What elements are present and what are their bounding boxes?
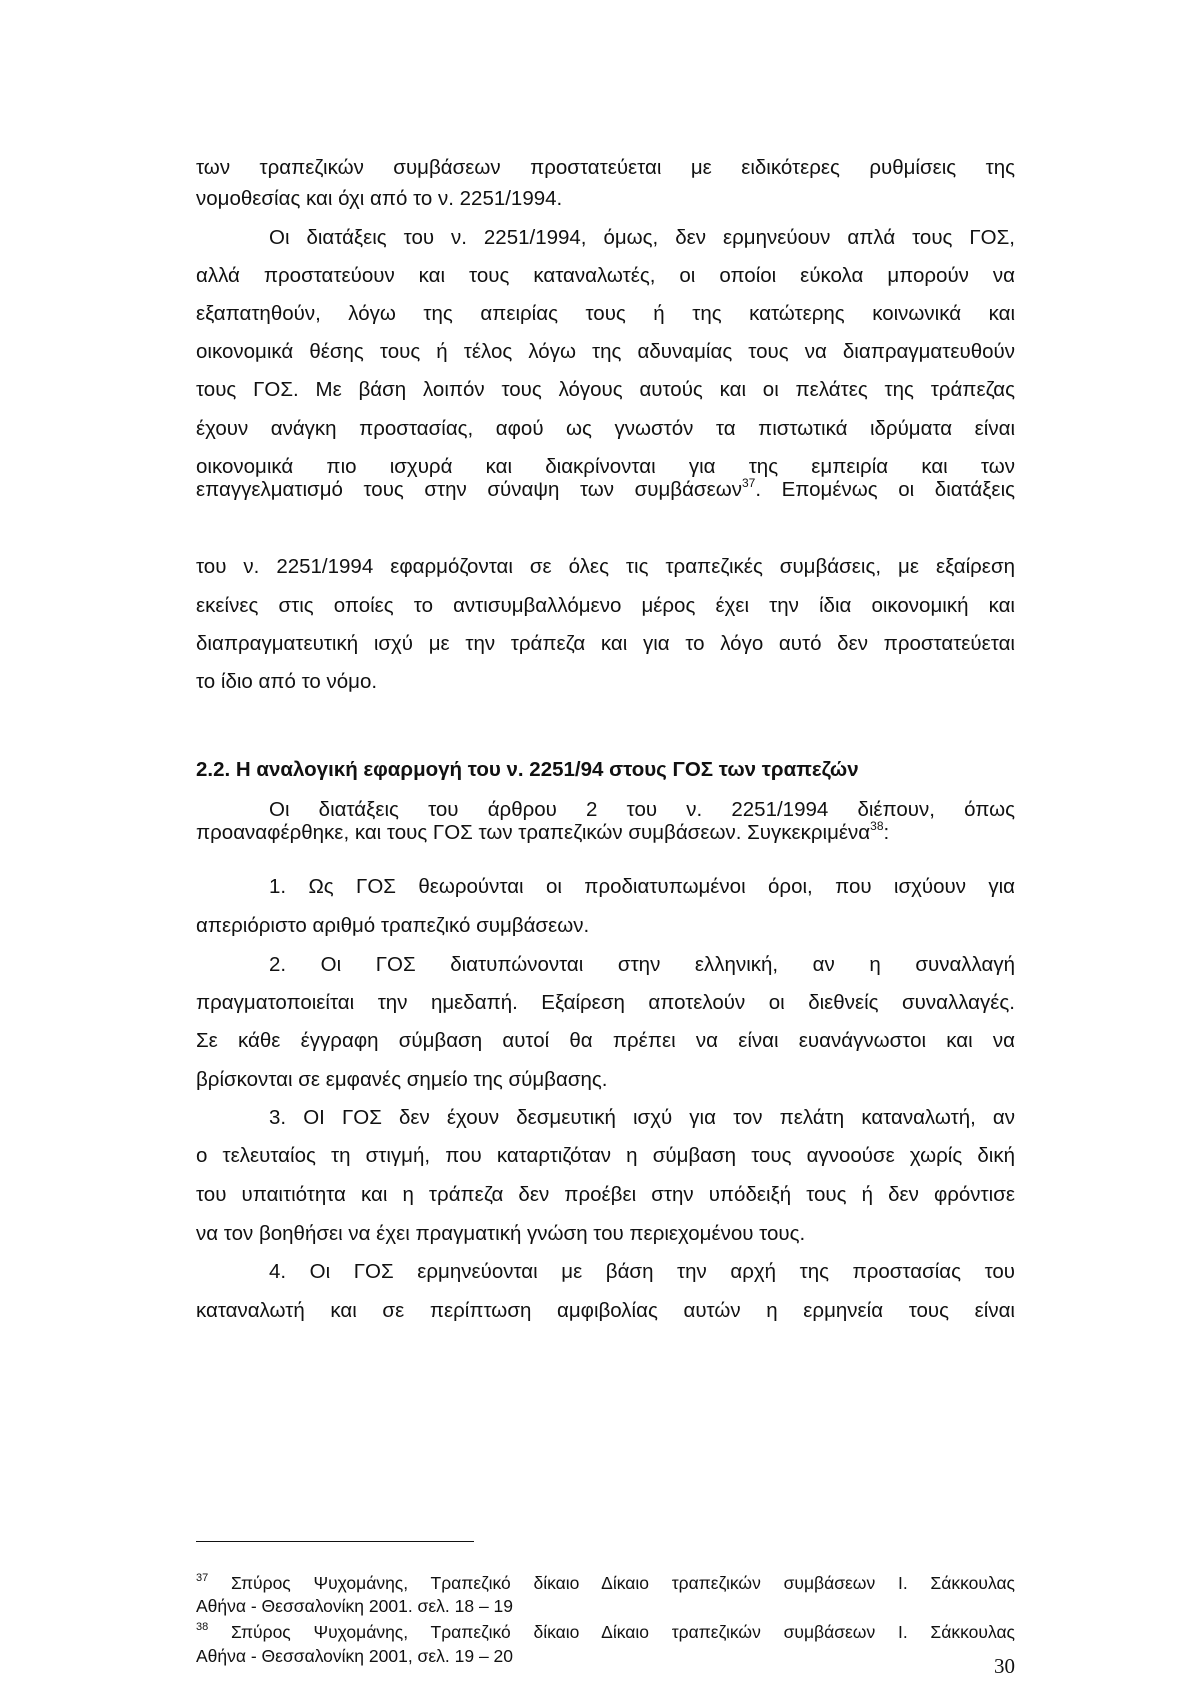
- paragraph-1-line-2: νομοθεσίας και όχι από το ν. 2251/1994.: [196, 187, 563, 210]
- paragraph-2-line-3: εξαπατηθούν, λόγω της απειρίας τους ή της κατώτερης κοινωνικά και: [196, 302, 1015, 325]
- list-item-3-line-4: να τον βοηθήσει να έχει πραγματική γνώση του περιεχομένου τους.: [196, 1222, 806, 1245]
- list-item-2-line-3: Σε κάθε έγγραφη σύμβαση αυτοί θα πρέπει να είναι ευανάγνωστοι και να: [196, 1029, 1015, 1052]
- list-item-3-line-3: του υπαιτιότητα και η τράπεζα δεν προέβει στην υπόδειξή τους ή δεν φρόντισε: [196, 1183, 1015, 1206]
- list-item-2-line-4: βρίσκονται σε εμφανές σημείο της σύμβασης.: [196, 1068, 608, 1091]
- list-item-1-line-2: απεριόριστο αριθμό τραπεζικό συμβάσεων.: [196, 914, 590, 937]
- list-item-3-line-1: 3. ΟΙ ΓΟΣ δεν έχουν δεσμευτική ισχύ για τον πελάτη καταναλωτή, αν: [269, 1106, 1015, 1129]
- list-item-2-line-1: 2. Οι ΓΟΣ διατυπώνονται στην ελληνική, αν η συναλλαγή: [269, 953, 1015, 976]
- paragraph-1-line-1: των τραπεζικών συμβάσεων προστατεύεται με ειδικότερες ρυθμίσεις της: [196, 156, 1015, 179]
- paragraph-2-line-11: διαπραγματευτική ισχύ με την τράπεζα και για το λόγο αυτό δεν προστατεύεται: [196, 632, 1015, 655]
- line-text: προαναφέρθηκε, και τους ΓΟΣ των τραπεζικών συμβάσεων. Συγκεκριμένα: [196, 821, 871, 844]
- page-number: 30: [994, 1654, 1015, 1678]
- line-text: επαγγελματισμό τους στην σύναψη των συμβάσεων: [196, 478, 742, 501]
- paragraph-2-line-2: αλλά προστατεύουν και τους καταναλωτές, οι οποίοι εύκολα μπορούν να: [196, 264, 1015, 287]
- footnote-37-line-1: [196, 1572, 1015, 1594]
- footnote-ref-38: 38: [870, 819, 884, 833]
- footnote-separator: [196, 1541, 474, 1542]
- list-item-2-line-2: πραγματοποιείται την ημεδαπή. Εξαίρεση αποτελούν οι διεθνείς συναλλαγές.: [196, 991, 1015, 1014]
- list-item-4-line-2: καταναλωτή και σε περίπτωση αμφιβολίας αυτών η ερμηνεία τους είναι: [196, 1299, 1015, 1322]
- line-text: . Επομένως οι διατάξεις: [755, 478, 1016, 501]
- paragraph-2-line-1: Οι διατάξεις του ν. 2251/1994, όμως, δεν ερμηνεύουν απλά τους ΓΟΣ,: [269, 226, 1015, 249]
- footnote-ref-37: 37: [741, 476, 756, 490]
- paragraph-2-line-12: το ίδιο από το νόμο.: [196, 670, 378, 693]
- paragraph-2-line-6: έχουν ανάγκη προστασίας, αφού ως γνωστόν τα πιστωτικά ιδρύματα είναι: [196, 417, 1015, 440]
- list-item-4-line-1: 4. Οι ΓΟΣ ερμηνεύονται με βάση την αρχή της προστασίας του: [269, 1260, 1015, 1283]
- footnote-38-line-2: Αθήνα - Θεσσαλονίκη 2001, σελ. 19 – 20: [196, 1646, 514, 1666]
- paragraph-2-line-5: τους ΓΟΣ. Με βάση λοιπόν τους λόγους αυτούς και οι πελάτες της τράπεζας: [196, 378, 1015, 401]
- footnote-text: Σπύρος Ψυχομάνης, Τραπεζικό δίκαιο Δίκαιο τραπεζικών συμβάσεων Ι. Σάκκουλας: [231, 1573, 1015, 1593]
- paragraph-2-line-4: οικονομικά θέσης τους ή τέλος λόγω της αδυναμίας τους να διαπραγματευθούν: [196, 340, 1015, 363]
- section-heading: 2.2. Η αναλογική εφαρμογή του ν. 2251/94 στους ΓΟΣ των τραπεζών: [196, 758, 859, 781]
- paragraph-2-line-9: του ν. 2251/1994 εφαρμόζονται σε όλες τις τραπεζικές συμβάσεις, με εξαίρεση: [196, 555, 1015, 578]
- paragraph-3-line-2: [196, 819, 1015, 847]
- paragraph-2-line-10: εκείνες στις οποίες το αντισυμβαλλόμενο μέρος έχει την ίδια οικονομική και: [196, 594, 1015, 617]
- line-text: :: [883, 821, 890, 844]
- paragraph-3-line-1: Οι διατάξεις του άρθρου 2 του ν. 2251/1994 διέπουν, όπως: [269, 798, 1015, 821]
- paragraph-2-line-7: οικονομικά πιο ισχυρά και διακρίνονται για της εμπειρία και των: [196, 455, 1015, 478]
- footnote-38-line-1: [196, 1621, 1015, 1643]
- footnote-number: 37: [196, 1572, 209, 1584]
- list-item-1-line-1: 1. Ως ΓΟΣ θεωρούνται οι προδιατυπωμένοι όροι, που ισχύουν για: [269, 875, 1015, 898]
- footnote-text: Σπύρος Ψυχομάνης, Τραπεζικό δίκαιο Δίκαιο τραπεζικών συμβάσεων Ι. Σάκκουλας: [231, 1622, 1015, 1642]
- list-item-3-line-2: ο τελευταίος τη στιγμή, που καταρτιζόταν η σύμβαση τους αγνοούσε χωρίς δική: [196, 1144, 1015, 1167]
- footnote-37-line-2: Αθήνα - Θεσσαλονίκη 2001. σελ. 18 – 19: [196, 1596, 514, 1616]
- paragraph-2-line-8: [196, 476, 1015, 504]
- footnote-number: 38: [196, 1621, 209, 1633]
